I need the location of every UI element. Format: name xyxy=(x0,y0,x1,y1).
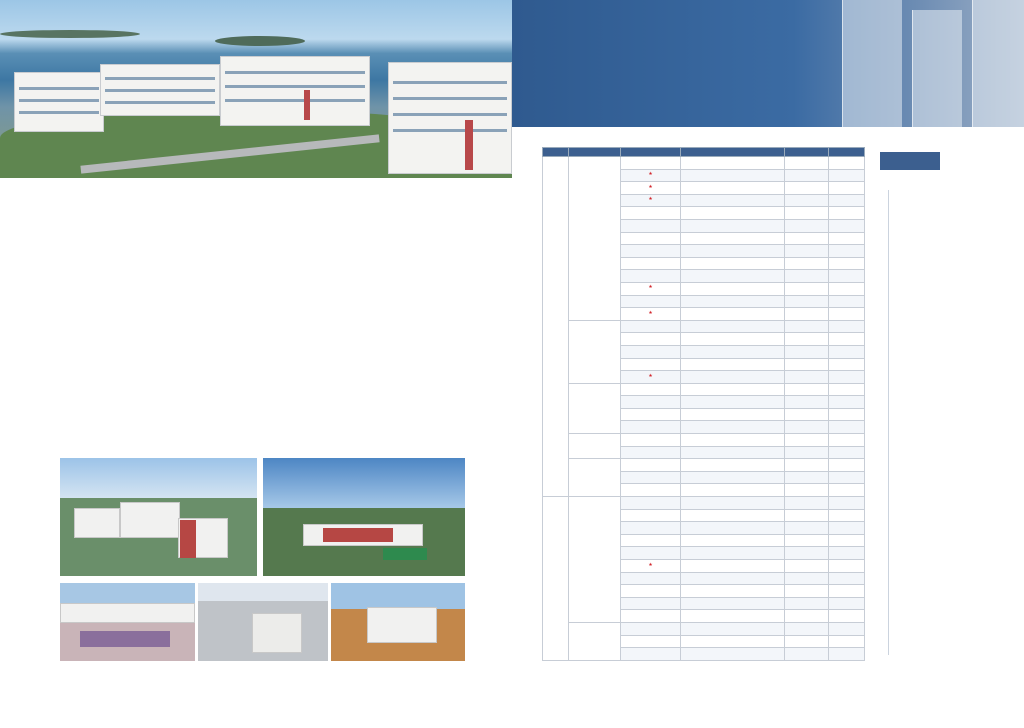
partners-cell xyxy=(681,383,785,396)
partners-cell xyxy=(681,182,785,195)
quota-cell xyxy=(785,182,829,195)
partners-cell xyxy=(681,421,785,434)
partners-cell xyxy=(681,446,785,459)
type-cell xyxy=(829,257,865,270)
campus-photo-1 xyxy=(60,458,257,576)
partners-cell xyxy=(681,245,785,258)
partners-cell xyxy=(681,207,785,220)
major-cell xyxy=(621,358,681,371)
table-row xyxy=(543,383,865,396)
college-cell xyxy=(569,383,621,433)
quota-cell xyxy=(785,207,829,220)
major-cell xyxy=(621,635,681,648)
campus-photo-2 xyxy=(263,458,465,576)
right-page xyxy=(512,0,1024,728)
campus-photo-3 xyxy=(60,583,195,661)
major-cell xyxy=(621,257,681,270)
type-cell xyxy=(829,157,865,170)
quota-cell xyxy=(785,408,829,421)
major-cell xyxy=(621,547,681,560)
star-icon: ★ xyxy=(648,310,653,316)
quota-cell xyxy=(785,194,829,207)
type-cell xyxy=(829,534,865,547)
major-cell xyxy=(621,471,681,484)
partners-cell xyxy=(681,308,785,321)
major-cell xyxy=(621,157,681,170)
quota-cell xyxy=(785,547,829,560)
major-cell xyxy=(621,597,681,610)
type-cell xyxy=(829,547,865,560)
table-row xyxy=(543,622,865,635)
partners-cell xyxy=(681,522,785,535)
quota-cell xyxy=(785,610,829,623)
partners-cell xyxy=(681,320,785,333)
partners-cell xyxy=(681,396,785,409)
quota-cell xyxy=(785,219,829,232)
quota-cell xyxy=(785,358,829,371)
college-cell xyxy=(569,434,621,459)
major-cell xyxy=(621,560,681,573)
quota-cell xyxy=(785,396,829,409)
major-cell xyxy=(621,509,681,522)
quota-cell xyxy=(785,383,829,396)
major-cell xyxy=(621,345,681,358)
major-cell xyxy=(621,572,681,585)
type-cell xyxy=(829,434,865,447)
table-row xyxy=(543,434,865,447)
major-cell xyxy=(621,421,681,434)
partners-cell xyxy=(681,635,785,648)
major-cell xyxy=(621,308,681,321)
header-major xyxy=(621,148,681,157)
major-cell xyxy=(621,320,681,333)
type-cell xyxy=(829,610,865,623)
major-cell xyxy=(621,219,681,232)
partners-cell xyxy=(681,610,785,623)
major-cell xyxy=(621,610,681,623)
major-cell xyxy=(621,270,681,283)
table-row xyxy=(543,459,865,472)
type-cell xyxy=(829,270,865,283)
type-cell xyxy=(829,333,865,346)
partners-cell xyxy=(681,345,785,358)
quota-cell xyxy=(785,282,829,295)
type-cell xyxy=(829,560,865,573)
major-cell xyxy=(621,585,681,598)
admission-plan-table xyxy=(542,147,865,661)
partners-cell xyxy=(681,622,785,635)
major-cell xyxy=(621,534,681,547)
quota-cell xyxy=(785,308,829,321)
quota-cell xyxy=(785,345,829,358)
college-cell xyxy=(569,157,621,321)
major-cell xyxy=(621,232,681,245)
type-cell xyxy=(829,345,865,358)
partners-cell xyxy=(681,333,785,346)
header-college xyxy=(569,148,621,157)
partners-cell xyxy=(681,572,785,585)
major-cell xyxy=(621,497,681,510)
college-cell xyxy=(569,459,621,497)
type-cell xyxy=(829,320,865,333)
star-icon: ★ xyxy=(648,373,653,379)
type-cell xyxy=(829,408,865,421)
star-icon: ★ xyxy=(648,197,653,203)
quota-cell xyxy=(785,257,829,270)
funding-policy-title xyxy=(880,152,940,170)
quota-cell xyxy=(785,585,829,598)
quota-cell xyxy=(785,534,829,547)
star-icon: ★ xyxy=(648,285,653,291)
major-cell xyxy=(621,371,681,384)
star-icon: ★ xyxy=(648,184,653,190)
partners-cell xyxy=(681,282,785,295)
quota-cell xyxy=(785,471,829,484)
partners-cell xyxy=(681,434,785,447)
campus-cell xyxy=(543,157,569,497)
type-cell xyxy=(829,572,865,585)
type-cell xyxy=(829,245,865,258)
type-cell xyxy=(829,308,865,321)
quota-cell xyxy=(785,635,829,648)
quota-cell xyxy=(785,484,829,497)
type-cell xyxy=(829,522,865,535)
type-cell xyxy=(829,232,865,245)
major-cell xyxy=(621,383,681,396)
type-cell xyxy=(829,635,865,648)
header-campus xyxy=(543,148,569,157)
partners-cell xyxy=(681,560,785,573)
partners-cell xyxy=(681,295,785,308)
partners-cell xyxy=(681,270,785,283)
type-cell xyxy=(829,194,865,207)
major-cell xyxy=(621,408,681,421)
type-cell xyxy=(829,497,865,510)
quota-cell xyxy=(785,169,829,182)
quota-cell xyxy=(785,509,829,522)
major-cell xyxy=(621,194,681,207)
quota-cell xyxy=(785,157,829,170)
major-cell xyxy=(621,522,681,535)
quota-cell xyxy=(785,622,829,635)
type-cell xyxy=(829,459,865,472)
type-cell xyxy=(829,169,865,182)
major-cell xyxy=(621,207,681,220)
campus-cell xyxy=(543,497,569,661)
quota-cell xyxy=(785,560,829,573)
quota-cell xyxy=(785,371,829,384)
major-cell xyxy=(621,169,681,182)
header-type xyxy=(829,148,865,157)
partners-cell xyxy=(681,509,785,522)
funding-timeline xyxy=(888,190,889,655)
partners-cell xyxy=(681,408,785,421)
quota-cell xyxy=(785,421,829,434)
campus-photo-5 xyxy=(331,583,465,661)
star-icon: ★ xyxy=(648,562,653,568)
quota-cell xyxy=(785,497,829,510)
quota-cell xyxy=(785,446,829,459)
quota-cell xyxy=(785,597,829,610)
star-icon: ★ xyxy=(648,172,653,178)
type-cell xyxy=(829,484,865,497)
type-cell xyxy=(829,509,865,522)
major-cell xyxy=(621,182,681,195)
type-cell xyxy=(829,396,865,409)
college-cell xyxy=(569,622,621,660)
campus-photo-4 xyxy=(198,583,328,661)
type-cell xyxy=(829,585,865,598)
major-cell xyxy=(621,282,681,295)
table-header-row xyxy=(543,148,865,157)
table-row xyxy=(543,497,865,510)
campus-aerial-photo xyxy=(0,0,512,178)
quota-cell xyxy=(785,459,829,472)
type-cell xyxy=(829,295,865,308)
quota-cell xyxy=(785,572,829,585)
major-cell xyxy=(621,245,681,258)
partners-cell xyxy=(681,459,785,472)
type-cell xyxy=(829,622,865,635)
header-quota xyxy=(785,148,829,157)
quota-cell xyxy=(785,270,829,283)
partners-cell xyxy=(681,585,785,598)
college-cell xyxy=(569,497,621,623)
type-cell xyxy=(829,207,865,220)
major-cell xyxy=(621,622,681,635)
type-cell xyxy=(829,446,865,459)
partners-cell xyxy=(681,371,785,384)
partners-cell xyxy=(681,534,785,547)
quota-cell xyxy=(785,245,829,258)
partners-cell xyxy=(681,169,785,182)
partners-cell xyxy=(681,597,785,610)
quota-cell xyxy=(785,295,829,308)
type-cell xyxy=(829,471,865,484)
quota-cell xyxy=(785,333,829,346)
partners-cell xyxy=(681,358,785,371)
partners-cell xyxy=(681,232,785,245)
major-cell xyxy=(621,484,681,497)
partners-cell xyxy=(681,484,785,497)
admission-banner xyxy=(512,0,1024,127)
table-row xyxy=(543,157,865,170)
type-cell xyxy=(829,597,865,610)
quota-cell xyxy=(785,320,829,333)
header-partners xyxy=(681,148,785,157)
table-row xyxy=(543,320,865,333)
type-cell xyxy=(829,648,865,661)
college-cell xyxy=(569,320,621,383)
quota-cell xyxy=(785,232,829,245)
major-cell xyxy=(621,446,681,459)
partners-cell xyxy=(681,194,785,207)
major-cell xyxy=(621,333,681,346)
type-cell xyxy=(829,371,865,384)
major-cell xyxy=(621,459,681,472)
major-cell xyxy=(621,648,681,661)
major-cell xyxy=(621,295,681,308)
partners-cell xyxy=(681,257,785,270)
quota-cell xyxy=(785,434,829,447)
partners-cell xyxy=(681,547,785,560)
type-cell xyxy=(829,219,865,232)
partners-cell xyxy=(681,471,785,484)
partners-cell xyxy=(681,648,785,661)
partners-cell xyxy=(681,157,785,170)
quota-cell xyxy=(785,522,829,535)
type-cell xyxy=(829,421,865,434)
type-cell xyxy=(829,182,865,195)
partners-cell xyxy=(681,219,785,232)
partners-cell xyxy=(681,497,785,510)
type-cell xyxy=(829,282,865,295)
major-cell xyxy=(621,434,681,447)
type-cell xyxy=(829,383,865,396)
major-cell xyxy=(621,396,681,409)
type-cell xyxy=(829,358,865,371)
quota-cell xyxy=(785,648,829,661)
